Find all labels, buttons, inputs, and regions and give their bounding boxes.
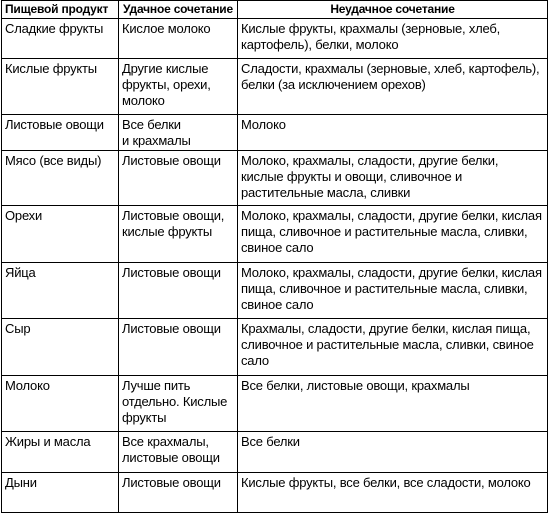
table-header-row: [2, 1, 548, 19]
good-combination-cell: Листовые овощи: [119, 319, 238, 376]
table-row: [2, 473, 548, 513]
good-combination-cell: Листовые овощи: [119, 473, 238, 513]
product-cell: Кислые фрукты: [2, 59, 119, 115]
bad-combination-cell: Все белки: [238, 432, 548, 473]
table-row: [2, 376, 548, 432]
good-combination-cell: Листовые овощи, кислые фрукты: [119, 206, 238, 263]
table-row: [2, 263, 548, 319]
food-combination-table: [1, 0, 548, 513]
bad-combination-cell: Кислые фрукты, крахмалы (зерновые, хлеб, картофель), белки, молоко: [238, 19, 548, 59]
bad-combination-cell: Молоко, крахмалы, сладости, другие белки, кислая пища, сливочное и растительные масла, сливки, свиное сало: [238, 263, 548, 319]
product-cell: Сыр: [2, 319, 119, 376]
good-combination-cell: Лучше пить отдельно. Кислые фрукты: [119, 376, 238, 432]
bad-combination-cell: Кислые фрукты, все белки, все сладости, молоко: [238, 473, 548, 513]
good-combination-cell: Кислое молоко: [119, 19, 238, 59]
table-row: [2, 59, 548, 115]
table-row: [2, 151, 548, 206]
table-row: [2, 19, 548, 59]
header-product: Пищевой продукт: [2, 1, 119, 19]
bad-combination-cell: Молоко, крахмалы, сладости, другие белки, кислая пища, сливочное и растительные масла, сливки, свиное сало: [238, 206, 548, 263]
good-combination-cell: Листовые овощи: [119, 263, 238, 319]
bad-combination-cell: Все белки, листовые овощи, крахмалы: [238, 376, 548, 432]
product-cell: Молоко: [2, 376, 119, 432]
good-combination-cell: Листовые овощи: [119, 151, 238, 206]
table-row: [2, 432, 548, 473]
header-bad-combination: Неудачное сочетание: [238, 1, 548, 19]
product-cell: Яйца: [2, 263, 119, 319]
product-cell: Листовые овощи: [2, 115, 119, 151]
table-row: [2, 115, 548, 151]
product-cell: Жиры и масла: [2, 432, 119, 473]
good-combination-cell: Все крахмалы, листовые овощи: [119, 432, 238, 473]
bad-combination-cell: Молоко: [238, 115, 548, 151]
bad-combination-cell: Молоко, крахмалы, сладости, другие белки, кислые фрукты и овощи, сливочное и растительные масла, сливки: [238, 151, 548, 206]
table-row: [2, 206, 548, 263]
product-cell: Мясо (все виды): [2, 151, 119, 206]
table-row: [2, 319, 548, 376]
bad-combination-cell: Крахмалы, сладости, другие белки, кислая пища, сливочное и растительные масла, сливки, свиное сало: [238, 319, 548, 376]
good-combination-cell: Все белки и крахмалы: [119, 115, 238, 151]
bad-combination-cell: Сладости, крахмалы (зерновые, хлеб, картофель), белки (за исключением орехов): [238, 59, 548, 115]
header-good-combination: Удачное сочетание: [119, 1, 238, 19]
product-cell: Сладкие фрукты: [2, 19, 119, 59]
product-cell: Дыни: [2, 473, 119, 513]
good-combination-cell: Другие кислые фрукты, орехи, молоко: [119, 59, 238, 115]
product-cell: Орехи: [2, 206, 119, 263]
